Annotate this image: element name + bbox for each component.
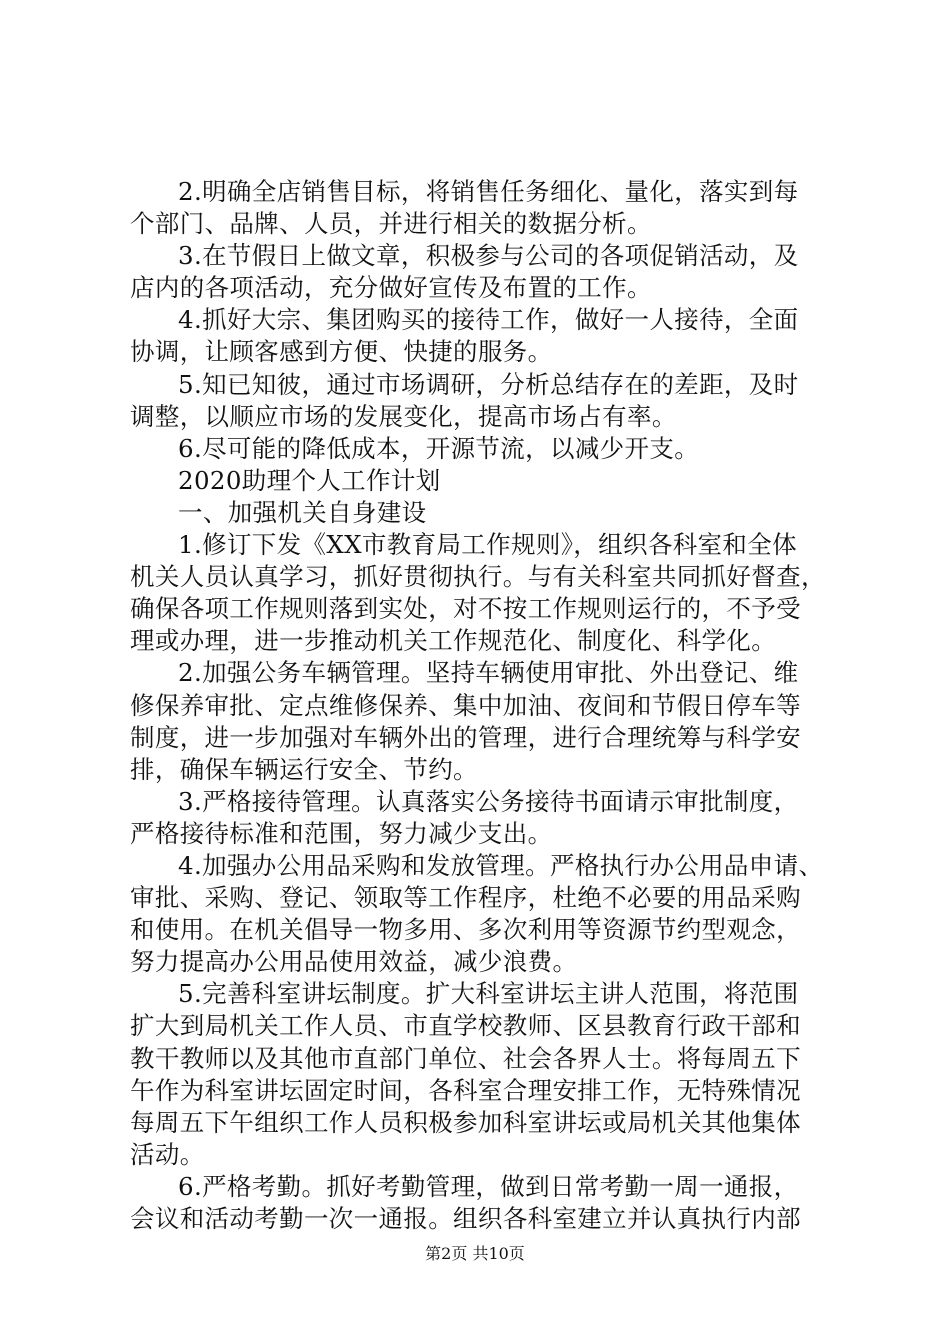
text-line: 5.完善科室讲坛制度。扩大科室讲坛主讲人范围，将范围 — [178, 979, 799, 1009]
text-line: 制度，进一步加强对车辆外出的管理，进行合理统筹与科学安 — [130, 722, 801, 752]
text-line: 个部门、品牌、人员，并进行相关的数据分析。 — [130, 209, 652, 239]
text-line: 扩大到局机关工作人员、市直学校教师、区县教育行政干部和 — [130, 1011, 801, 1041]
text-line: 一、加强机关自身建设 — [178, 497, 427, 527]
text-line: 和使用。在机关倡导一物多用、多次利用等资源节约型观念， — [130, 915, 801, 945]
text-line: 3.在节假日上做文章，积极参与公司的各项促销活动，及 — [178, 241, 799, 271]
text-line: 6.严格考勤。抓好考勤管理，做到日常考勤一周一通报， — [178, 1171, 799, 1201]
text-line: 2.加强公务车辆管理。坚持车辆使用审批、外出登记、维 — [178, 658, 799, 688]
text-line: 5.知已知彼，通过市场调研，分析总结存在的差距，及时 — [178, 369, 799, 399]
text-line: 教干教师以及其他市直部门单位、社会各界人士。将每周五下 — [130, 1043, 801, 1073]
text-line: 每周五下午组织工作人员积极参加科室讲坛或局机关其他集体 — [130, 1107, 801, 1137]
text-line: 2.明确全店销售目标，将销售任务细化、量化，落实到每 — [178, 177, 799, 206]
text-line: 活动。 — [130, 1139, 205, 1169]
text-line: 协调，让顾客感到方便、快捷的服务。 — [130, 337, 553, 367]
text-line: 午作为科室讲坛固定时间，各科室合理安排工作，无特殊情况 — [130, 1075, 801, 1105]
text-line: 店内的各项活动，充分做好宣传及布置的工作。 — [130, 273, 652, 303]
text-line: 1.修订下发《XX市教育局工作规则》，组织各科室和全体 — [178, 530, 797, 560]
text-line: 会议和活动考勤一次一通报。组织各科室建立并认真执行内部 — [130, 1204, 801, 1233]
text-line: 6.尽可能的降低成本，开源节流，以减少开支。 — [178, 433, 700, 463]
text-line: 调整，以顺应市场的发展变化，提高市场占有率。 — [130, 401, 677, 431]
text-line: 2020助理个人工作计划 — [178, 465, 441, 495]
text-line: 审批、采购、登记、领取等工作程序，杜绝不必要的用品采购 — [130, 883, 801, 913]
text-line: 修保养审批、定点维修保养、集中加油、夜间和节假日停车等 — [130, 690, 801, 720]
document-body — [130, 176, 830, 1235]
text-line: 机关人员认真学习，抓好贯彻执行。与有关科室共同抓好督查， — [130, 562, 826, 592]
page-footer: 第2页 共10页 — [425, 1244, 525, 1263]
text-line: 严格接待标准和范围，努力减少支出。 — [130, 818, 553, 848]
text-line: 排，确保车辆运行安全、节约。 — [130, 754, 478, 784]
text-line: 3.严格接待管理。认真落实公务接待书面请示审批制度， — [178, 786, 799, 816]
text-line: 确保各项工作规则落到实处，对不按工作规则运行的，不予受 — [130, 594, 801, 624]
text-line: 理或办理，进一步推动机关工作规范化、制度化、科学化。 — [130, 626, 777, 656]
text-line: 努力提高办公用品使用效益，减少浪费。 — [130, 947, 578, 977]
text-line: 4.加强办公用品采购和发放管理。严格执行办公用品申请、 — [178, 850, 824, 880]
text-line: 4.抓好大宗、集团购买的接待工作，做好一人接待，全面 — [178, 305, 799, 335]
